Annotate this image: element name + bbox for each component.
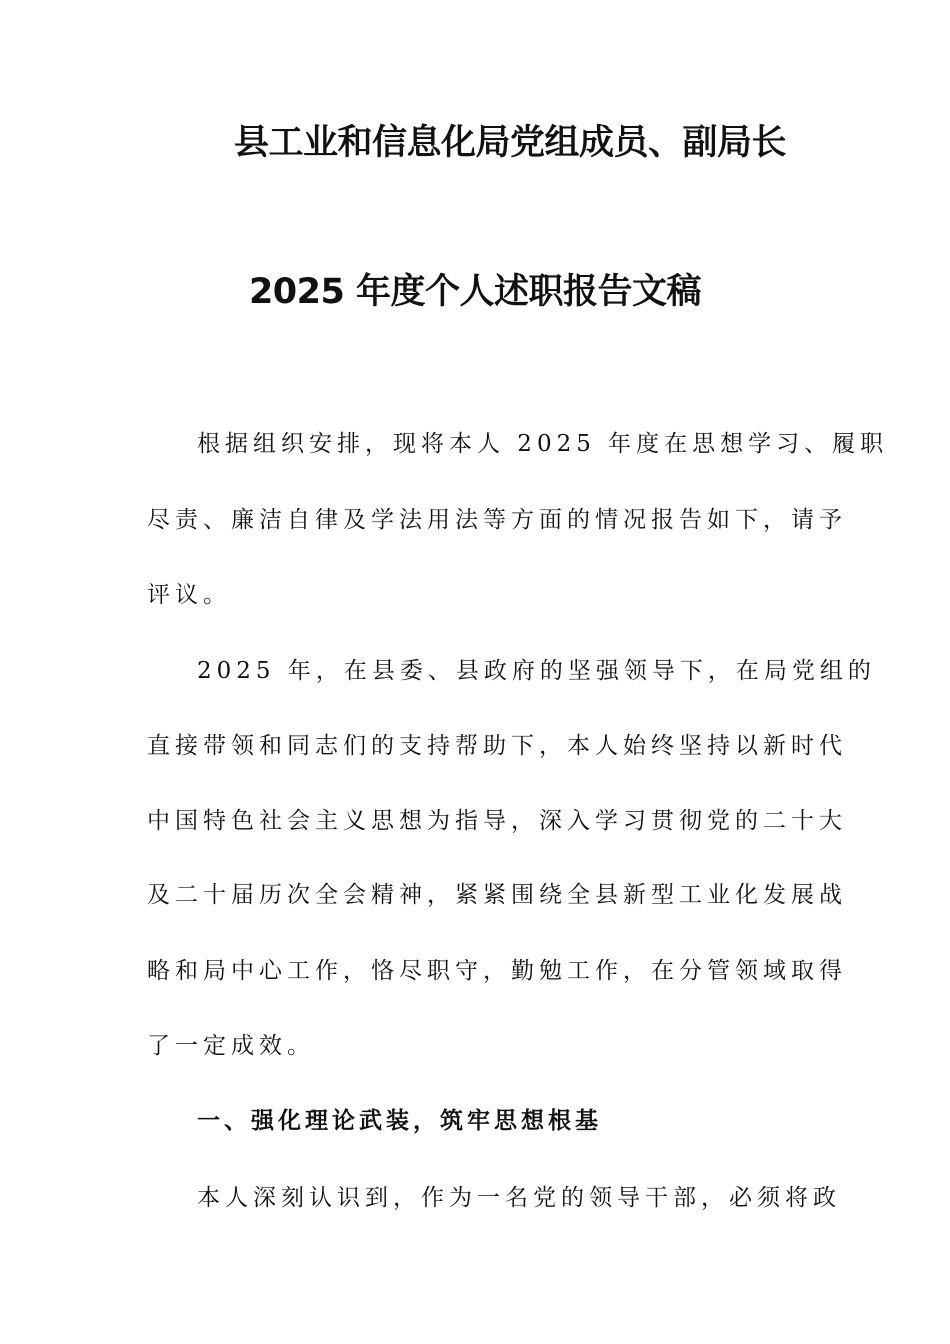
section-heading-1: 一、强化理论武装，筑牢思想根基 xyxy=(197,1108,602,1134)
paragraph-2-line-6: 了一定成效。 xyxy=(147,1033,315,1059)
paragraph-1-line-3: 评议。 xyxy=(147,582,231,608)
paragraph-2-line-4: 及二十届历次全会精神，紧紧围绕全县新型工业化发展战 xyxy=(147,882,847,908)
document-title-line-2: 2025 年度个人述职报告文稿 xyxy=(248,272,702,312)
document-title-line-1: 县工业和信息化局党组成员、副局长 xyxy=(233,123,786,163)
paragraph-2-line-1: 2025 年，在县委、县政府的坚强领导下，在局党组的 xyxy=(197,658,876,684)
paragraph-2-line-3: 中国特色社会主义思想为指导，深入学习贯彻党的二十大 xyxy=(147,808,847,834)
paragraph-3-line-1: 本人深刻认识到，作为一名党的领导干部，必须将政 xyxy=(197,1185,841,1211)
paragraph-1-line-1: 根据组织安排，现将本人 2025 年度在思想学习、履职 xyxy=(197,431,889,457)
paragraph-1-line-2: 尽责、廉洁自律及学法用法等方面的情况报告如下，请予 xyxy=(147,507,847,533)
paragraph-2-line-2: 直接带领和同志们的支持帮助下，本人始终坚持以新时代 xyxy=(147,733,847,759)
paragraph-2-line-5: 略和局中心工作，恪尽职守，勤勉工作，在分管领域取得 xyxy=(147,958,847,984)
